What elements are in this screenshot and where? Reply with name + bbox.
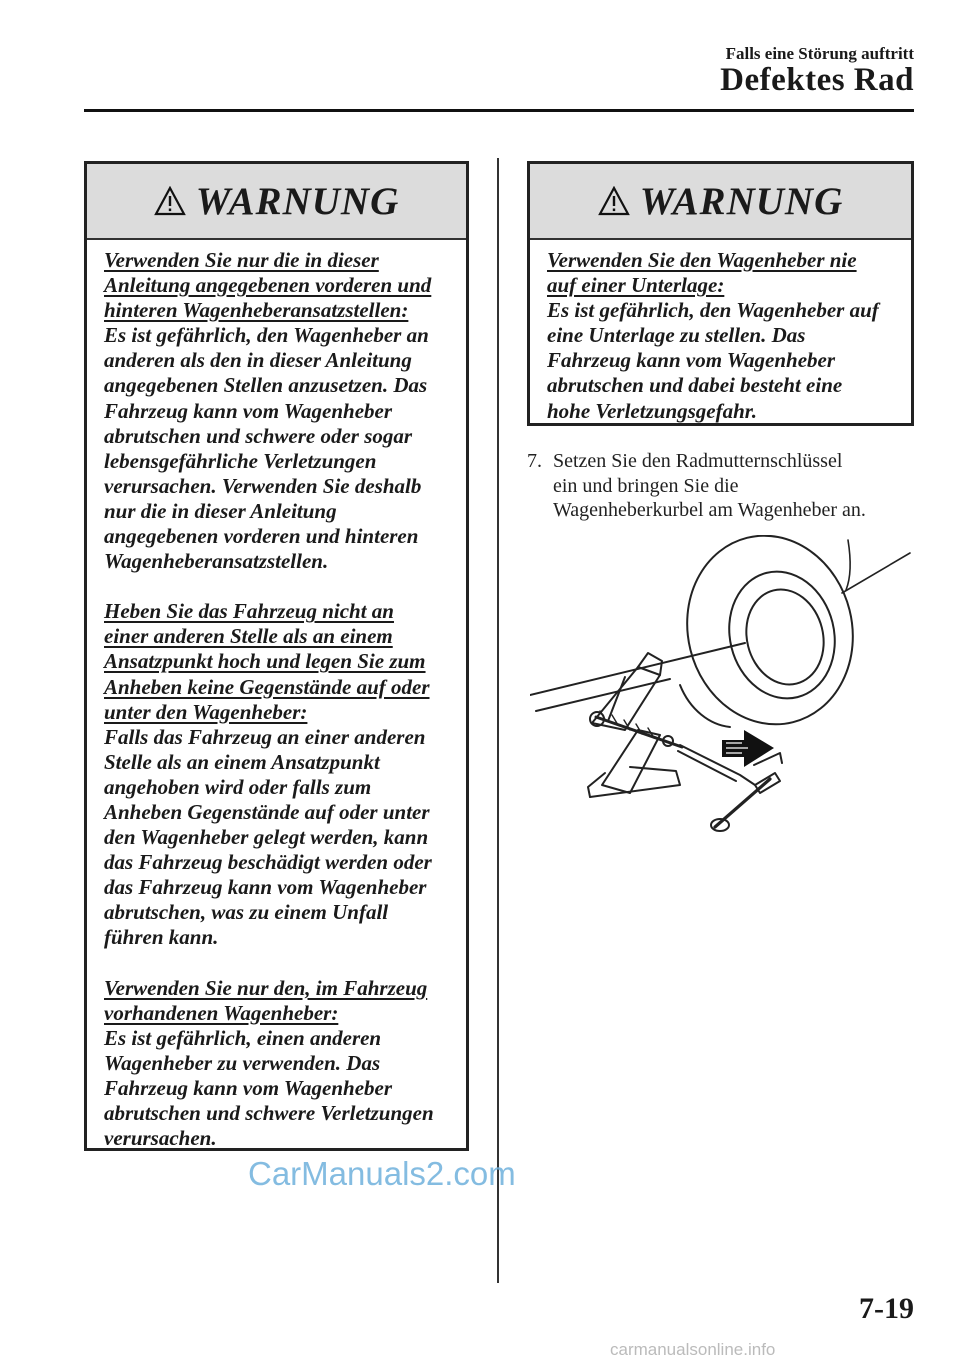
wheel [667,535,872,742]
paragraph-gap [104,574,452,599]
warning-text-line: eine Unterlage zu stellen. Das [547,323,806,348]
footer-site: carmanualsonline.info [610,1340,776,1359]
warning-text-line: Stelle als an einem Ansatzpunkt [104,749,380,774]
vehicle-sill-line-lower [536,679,670,711]
arrow-right-icon [722,730,774,767]
warning-box-left [84,161,469,1151]
warning-box-right [527,161,914,426]
warning-text-line: den Wagenheber gelegt werden, kann [104,825,429,850]
warning-text-line: Falls das Fahrzeug an einer anderen [104,724,426,749]
warning-heading-line: hinteren Wagenheberansatzstellen: [104,298,409,323]
warning-text-line: Anheben Gegenstände auf oder unter [104,799,430,824]
step-number: 7. [527,450,542,472]
warning-heading-line: Verwenden Sie nur den, im Fahrzeug [104,975,428,1000]
warning-text-line: angegebenen Stellen anzusetzen. Das [104,373,428,398]
header-rule [84,109,914,112]
warning-heading-line: vorhandenen Wagenheber: [104,1000,339,1025]
warning-text-line: hohe Verletzungsgefahr. [547,398,758,423]
warning-text-line: angehoben wird oder falls zum [104,774,372,799]
warning-body [530,240,911,424]
warning-text-line: Fahrzeug kann vom Wagenheber [104,1075,393,1100]
warning-header [87,164,466,240]
warning-heading-line: unter den Wagenheber: [104,699,308,724]
warning-text-line: das Fahrzeug beschädigt werden oder [104,850,432,875]
warning-heading-line: Ansatzpunkt hoch und legen Sie zum [104,649,426,674]
warning-text-line: abrutschen, was zu einem Unfall [104,900,389,925]
warning-text-line: Es ist gefährlich, einen anderen [104,1025,382,1050]
warning-text-line: Fahrzeug kann vom Wagenheber [104,398,393,423]
warning-triangle-icon [154,186,186,216]
step-line: Wagenheberkurbel am Wagenheber an. [553,499,866,521]
step-instruction [527,449,927,523]
warning-heading-line: Verwenden Sie nur die in dieser [104,248,379,272]
warning-text-line: abrutschen und schwere oder sogar [104,423,413,448]
paragraph-gap [104,951,452,976]
warning-text-line: Es ist gefährlich, den Wagenheber auf [547,298,879,323]
warning-text-line: angegebenen vorderen und hinteren [104,524,419,549]
warning-text-line: abrutschen und schwere Verletzungen [104,1101,434,1125]
warning-header [530,164,911,240]
step-line: ein und bringen Sie die [553,474,739,497]
warning-text-line: Wagenheber zu verwenden. Das [104,1050,381,1075]
warning-text-line: Fahrzeug kann vom Wagenheber [547,348,836,373]
warning-triangle-icon [598,186,630,216]
warning-title: WARNUNG [639,179,844,223]
warning-text-line: verursachen. [104,1126,217,1151]
scissor-jack [588,653,682,797]
warning-heading-line: Anleitung angegebenen vorderen und [104,273,432,298]
page-title: Defektes Rad [720,62,914,98]
warning-text-line: das Fahrzeug kann vom Wagenheber [104,875,427,900]
warning-text-line: abrutschen und dabei besteht eine [547,373,843,398]
warning-text-line: Wagenheberansatzstellen. [104,549,329,574]
column-divider [497,158,499,1283]
jack-illustration [530,535,915,835]
warning-text-line: Es ist gefährlich, den Wagenheber an [104,323,429,348]
section-title: Falls eine Störung auftritt [725,44,914,63]
warning-text-line: verursachen. Verwenden Sie deshalb [104,473,422,498]
warning-text-line: lebensgefährliche Verletzungen [104,448,377,473]
lug-wrench [678,745,782,831]
warning-heading-line: Verwenden Sie den Wagenheber nie [547,248,857,272]
warning-heading-line: einer anderen Stelle als an einem [104,624,393,649]
warning-heading-line: Anheben keine Gegenstände auf oder [104,674,430,699]
warning-title: WARNUNG [195,179,400,223]
page-number: 7-19 [859,1292,914,1325]
step-line: Setzen Sie den Radmutternschlüssel [553,450,843,472]
warning-text-line: führen kann. [104,925,219,950]
warning-heading-line: Heben Sie das Fahrzeug nicht an [104,599,394,624]
warning-body [87,240,466,1151]
warning-text-line: anderen als den in dieser Anleitung [104,348,412,373]
warning-text-line: nur die in dieser Anleitung [104,498,337,523]
warning-heading-line: auf einer Unterlage: [547,273,725,298]
watermark: CarManuals2.com [248,1155,516,1192]
step-text [553,449,927,523]
